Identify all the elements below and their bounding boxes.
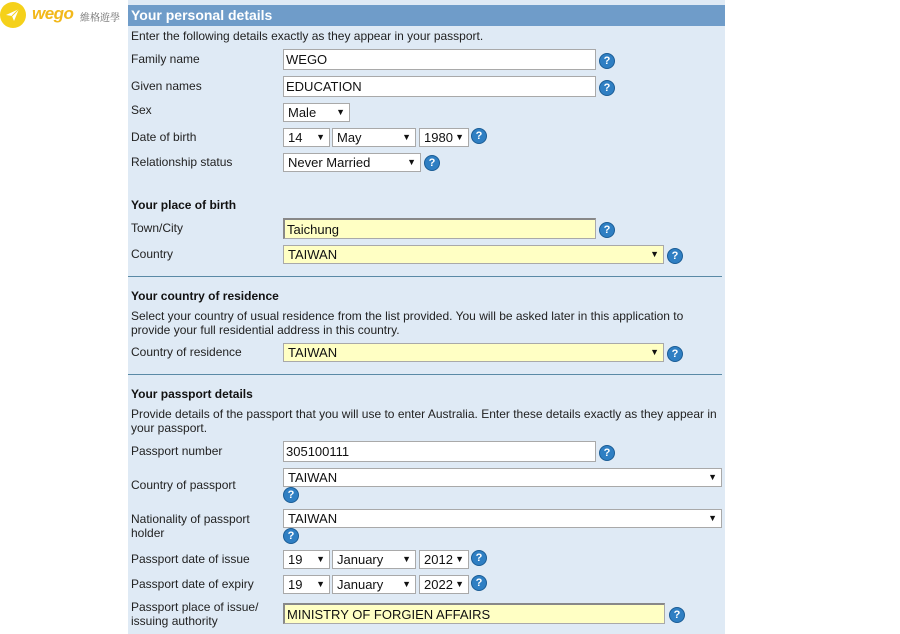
birth-country-help-icon[interactable]: ? xyxy=(667,248,683,264)
issue-year-value: 2012 xyxy=(424,552,453,567)
issue-date-help-icon[interactable]: ? xyxy=(471,550,487,566)
sex-select[interactable] xyxy=(283,103,350,122)
passport-country-select[interactable] xyxy=(283,468,722,487)
page-title: Your personal details xyxy=(128,5,725,26)
chevron-down-icon: ▼ xyxy=(708,513,717,523)
nationality-value: TAIWAN xyxy=(288,511,338,526)
authority-input[interactable]: MINISTRY OF FORGIEN AFFAIRS xyxy=(283,603,665,624)
issue-day-value: 19 xyxy=(288,552,303,567)
residence-description: Select your country of usual residence from the list provided. You will be asked later in this application to provide your full residential address in this country. xyxy=(131,309,684,337)
divider xyxy=(128,276,722,277)
dob-day-select[interactable] xyxy=(283,128,330,147)
expiry-year-select[interactable] xyxy=(419,575,469,594)
authority-help-icon[interactable]: ? xyxy=(669,607,685,623)
brand-subtitle: 維格遊學 xyxy=(80,13,120,24)
nationality-help-icon[interactable]: ? xyxy=(283,528,299,544)
residence-country-value: TAIWAN xyxy=(288,345,338,360)
birth-heading: Your place of birth xyxy=(131,198,237,212)
chevron-down-icon: ▼ xyxy=(455,579,464,589)
expiry-day-value: 19 xyxy=(288,577,303,592)
passport-number-label: Passport number xyxy=(131,444,223,458)
residence-help-icon[interactable]: ? xyxy=(667,346,683,362)
residence-country-label: Country of residence xyxy=(131,345,242,359)
issue-date-label: Passport date of issue xyxy=(131,552,250,566)
birth-country-value: TAIWAN xyxy=(288,247,338,262)
given-names-input[interactable]: EDUCATION xyxy=(283,76,596,97)
passport-number-input[interactable]: 305100111 xyxy=(283,441,596,462)
expiry-day-select[interactable] xyxy=(283,575,330,594)
chevron-down-icon: ▼ xyxy=(402,579,411,589)
nationality-select[interactable] xyxy=(283,509,722,528)
passport-number-help-icon[interactable]: ? xyxy=(599,445,615,461)
given-names-help-icon[interactable]: ? xyxy=(599,80,615,96)
brand-name: wego xyxy=(32,4,74,23)
dob-label: Date of birth xyxy=(131,130,197,144)
passport-heading: Your passport details xyxy=(131,387,253,401)
sex-label: Sex xyxy=(131,103,152,117)
residence-country-select[interactable] xyxy=(283,343,664,362)
family-name-input[interactable]: WEGO xyxy=(283,49,596,70)
family-name-help-icon[interactable]: ? xyxy=(599,53,615,69)
chevron-down-icon: ▼ xyxy=(336,107,345,117)
chevron-down-icon: ▼ xyxy=(316,554,325,564)
intro-text: Enter the following details exactly as they appear in your passport. xyxy=(131,29,484,43)
chevron-down-icon: ▼ xyxy=(708,472,717,482)
relationship-value: Never Married xyxy=(288,155,371,170)
dob-year-value: 1980 xyxy=(424,130,453,145)
issue-month-select[interactable] xyxy=(332,550,416,569)
dob-day-value: 14 xyxy=(288,130,303,145)
chevron-down-icon: ▼ xyxy=(650,249,659,259)
relationship-select[interactable] xyxy=(283,153,421,172)
town-help-icon[interactable]: ? xyxy=(599,222,615,238)
relationship-help-icon[interactable]: ? xyxy=(424,155,440,171)
birth-country-select[interactable] xyxy=(283,245,664,264)
expiry-date-help-icon[interactable]: ? xyxy=(471,575,487,591)
chevron-down-icon: ▼ xyxy=(407,157,416,167)
dob-month-value: May xyxy=(337,130,362,145)
issue-year-select[interactable] xyxy=(419,550,469,569)
expiry-year-value: 2022 xyxy=(424,577,453,592)
expiry-date-label: Passport date of expiry xyxy=(131,577,254,591)
passport-country-help-icon[interactable]: ? xyxy=(283,487,299,503)
expiry-month-value: January xyxy=(337,577,384,592)
town-label: Town/City xyxy=(131,221,184,235)
given-names-label: Given names xyxy=(131,79,202,93)
chevron-down-icon: ▼ xyxy=(650,347,659,357)
expiry-month-select[interactable] xyxy=(332,575,416,594)
relationship-label: Relationship status xyxy=(131,155,233,169)
chevron-down-icon: ▼ xyxy=(455,132,464,142)
issue-month-value: January xyxy=(337,552,384,567)
town-input[interactable]: Taichung xyxy=(283,218,596,239)
dob-year-select[interactable] xyxy=(419,128,469,147)
authority-label: Passport place of issue/ issuing authority xyxy=(131,600,259,628)
issue-day-select[interactable] xyxy=(283,550,330,569)
chevron-down-icon: ▼ xyxy=(316,579,325,589)
divider xyxy=(128,374,722,375)
chevron-down-icon: ▼ xyxy=(402,132,411,142)
chevron-down-icon: ▼ xyxy=(455,554,464,564)
dob-month-select[interactable] xyxy=(332,128,416,147)
chevron-down-icon: ▼ xyxy=(402,554,411,564)
nationality-label: Nationality of passport holder xyxy=(131,512,250,540)
passport-country-label: Country of passport xyxy=(131,478,236,492)
birth-country-label: Country xyxy=(131,247,174,261)
family-name-label: Family name xyxy=(131,52,200,66)
residence-heading: Your country of residence xyxy=(131,289,279,303)
dob-help-icon[interactable]: ? xyxy=(471,128,487,144)
chevron-down-icon: ▼ xyxy=(316,132,325,142)
passport-country-value: TAIWAN xyxy=(288,470,338,485)
wego-logo-icon xyxy=(0,2,26,28)
sex-value: Male xyxy=(288,105,317,120)
passport-description: Provide details of the passport that you will use to enter Australia. Enter these details exactly as they appear in your passport. xyxy=(131,407,717,435)
